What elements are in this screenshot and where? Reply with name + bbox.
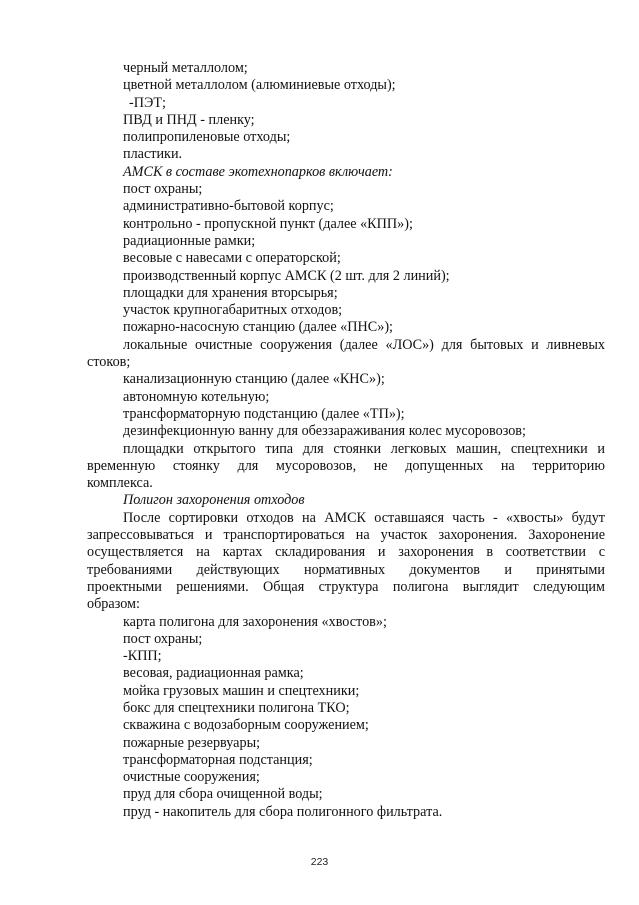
text-line: пруд - накопитель для сбора полигонного фильтрата. <box>123 803 443 820</box>
text-line: скважина с водозаборным сооружением; <box>123 717 369 734</box>
text-line: -ПЭТ; <box>129 94 166 111</box>
text-line: пруд для сбора очищенной воды; <box>123 786 323 803</box>
text-line: контрольно - пропускной пункт (далее «КПП»); <box>123 215 413 232</box>
text-line: -КПП; <box>123 648 162 665</box>
text-line: пластики. <box>123 146 183 163</box>
text-line: карта полигона для захоронения «хвостов»; <box>123 613 387 630</box>
text-line: стоков; <box>87 354 131 371</box>
text-line: полипропиленовые отходы; <box>123 129 291 146</box>
text-line: канализационную станцию (далее «КНС»); <box>123 371 385 388</box>
text-line: пост охраны; <box>123 181 203 198</box>
text-line: локальные очистные сооружения (далее «ЛОС») для бытовых и ливневых <box>123 336 605 353</box>
text-line: комплекса. <box>87 475 153 492</box>
text-line: мойка грузовых машин и спецтехники; <box>123 682 360 699</box>
text-line: цветной металлолом (алюминиевые отходы); <box>123 77 396 94</box>
text-line: После сортировки отходов на АМСК оставшаяся часть - «хвосты» будут <box>123 509 605 526</box>
text-line: дезинфекционную ванну для обеззараживания колес мусоровозов; <box>123 423 526 440</box>
text-line: производственный корпус АМСК (2 шт. для 2 линий); <box>123 267 450 284</box>
text-line: весовые с навесами с операторской; <box>123 250 341 267</box>
text-line: площадки для хранения вторсырья; <box>123 284 338 301</box>
text-line: бокс для спецтехники полигона ТКО; <box>123 699 350 716</box>
text-line: пост охраны; <box>123 630 203 647</box>
text-line: осуществляется на картах складирования и захоронения в соответствии с <box>87 544 605 561</box>
text-line: черный металлолом; <box>123 60 248 76</box>
text-line: образом: <box>87 596 140 613</box>
page-number: 223 <box>310 856 329 868</box>
text-line: трансформаторную подстанцию (далее «ТП»); <box>123 405 405 422</box>
text-line: пожарно-насосную станцию (далее «ПНС»); <box>123 319 393 336</box>
text-line: автономную котельную; <box>123 388 270 405</box>
text-line: пожарные резервуары; <box>123 734 261 751</box>
text-line: запрессовываться и транспортироваться на участок захоронения. Захоронение <box>87 527 605 544</box>
text-line: временную стоянку для мусоровозов, не допущенных на территорию <box>87 457 605 474</box>
text-line: административно-бытовой корпус; <box>123 198 334 215</box>
text-line: проектными решениями. Общая структура полигона выглядит следующим <box>87 578 605 595</box>
text-line: весовая, радиационная рамка; <box>123 665 304 682</box>
text-line: участок крупногабаритных отходов; <box>123 302 343 319</box>
text-line: радиационные рамки; <box>123 232 256 249</box>
text-line: площадки открытого типа для стоянки легковых машин, спецтехники и <box>123 440 605 457</box>
text-line: требованиями действующих нормативных документов и принятыми <box>87 561 605 578</box>
text-line: очистные сооружения; <box>123 769 260 786</box>
page-body-text <box>87 60 605 821</box>
text-line: Полигон захоронения отходов <box>123 492 305 509</box>
text-line: ПВД и ПНД - пленку; <box>123 111 255 128</box>
text-line: трансформаторная подстанция; <box>123 751 313 768</box>
text-line: АМСК в составе экотехнопарков включает: <box>123 163 393 180</box>
